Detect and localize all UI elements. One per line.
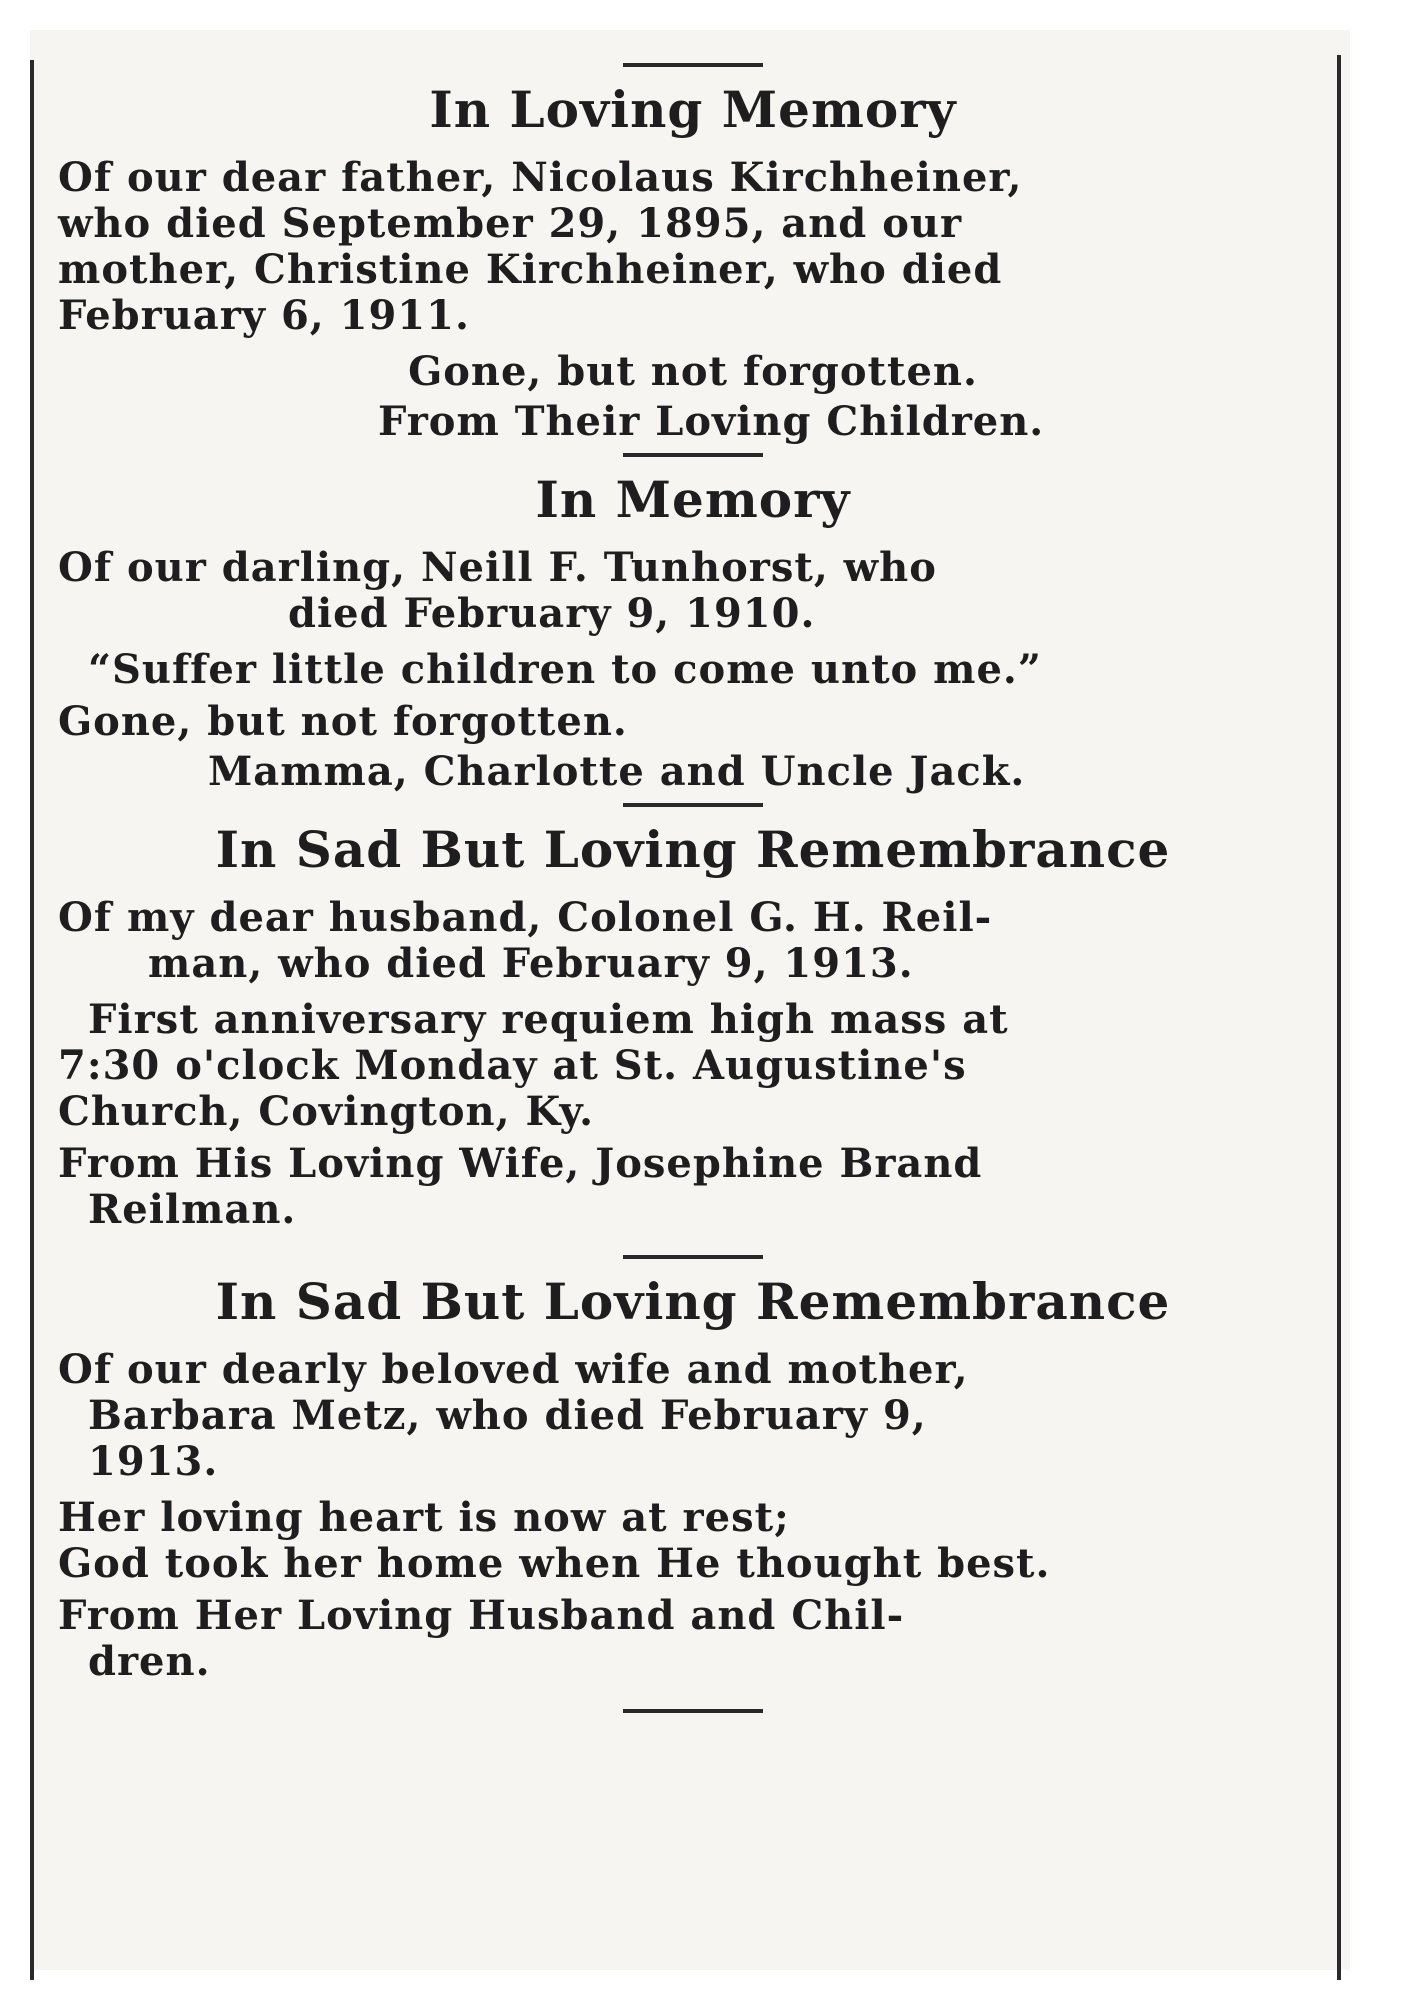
notice-verse: Her loving heart is now at rest; God took her home when He thought best.: [58, 1494, 1051, 1587]
notice-tunhorst: [58, 469, 1328, 795]
notice-body: Of our dear father, Nicolaus Kirchheiner, who died September 29, 1895, and our mother, Christine Kirchheiner, who died February 6, 1911.: [58, 154, 1023, 339]
notice-body: Of our darling, Neill F. Tunhorst, who died February 9, 1910.: [58, 544, 937, 637]
notice-signature: From Her Loving Husband and Chil- dren.: [58, 1592, 905, 1685]
notice-verse: First anniversary requiem high mass at 7:30 o'clock Monday at St. Augustine's Church, Covington, Ky.: [58, 996, 1009, 1135]
section-separator: [623, 63, 763, 67]
notice-heading: In Sad But Loving Remembrance: [215, 1272, 1171, 1331]
notice-verse: Gone, but not forgotten.: [408, 348, 978, 395]
notice-signature: From His Loving Wife, Josephine Brand Reilman.: [58, 1140, 983, 1233]
section-separator: [623, 1255, 763, 1259]
notice-verse: Gone, but not forgotten.: [58, 698, 628, 745]
memorial-notices-column: [58, 55, 1328, 1713]
section-separator: [623, 1709, 763, 1713]
notice-reilman: [58, 819, 1328, 1233]
section-separator: [623, 803, 763, 807]
notice-verse: “Suffer little children to come unto me.”: [88, 646, 1042, 693]
notice-body: Of our dearly beloved wife and mother, Barbara Metz, who died February 9, 1913.: [58, 1346, 969, 1485]
notice-heading: In Memory: [535, 470, 851, 529]
notice-body: Of my dear husband, Colonel G. H. Reil- man, who died February 9, 1913.: [58, 894, 993, 987]
notice-heading: In Sad But Loving Remembrance: [215, 820, 1171, 879]
notice-kirchheiner: [58, 79, 1328, 445]
section-separator: [623, 453, 763, 457]
column-rule-right: [1337, 55, 1341, 1980]
notice-heading: In Loving Memory: [429, 80, 957, 139]
notice-metz: [58, 1271, 1328, 1685]
notice-signature: Mamma, Charlotte and Uncle Jack.: [208, 748, 1026, 795]
notice-signature: From Their Loving Children.: [378, 398, 1045, 445]
column-rule-left: [30, 60, 34, 1980]
